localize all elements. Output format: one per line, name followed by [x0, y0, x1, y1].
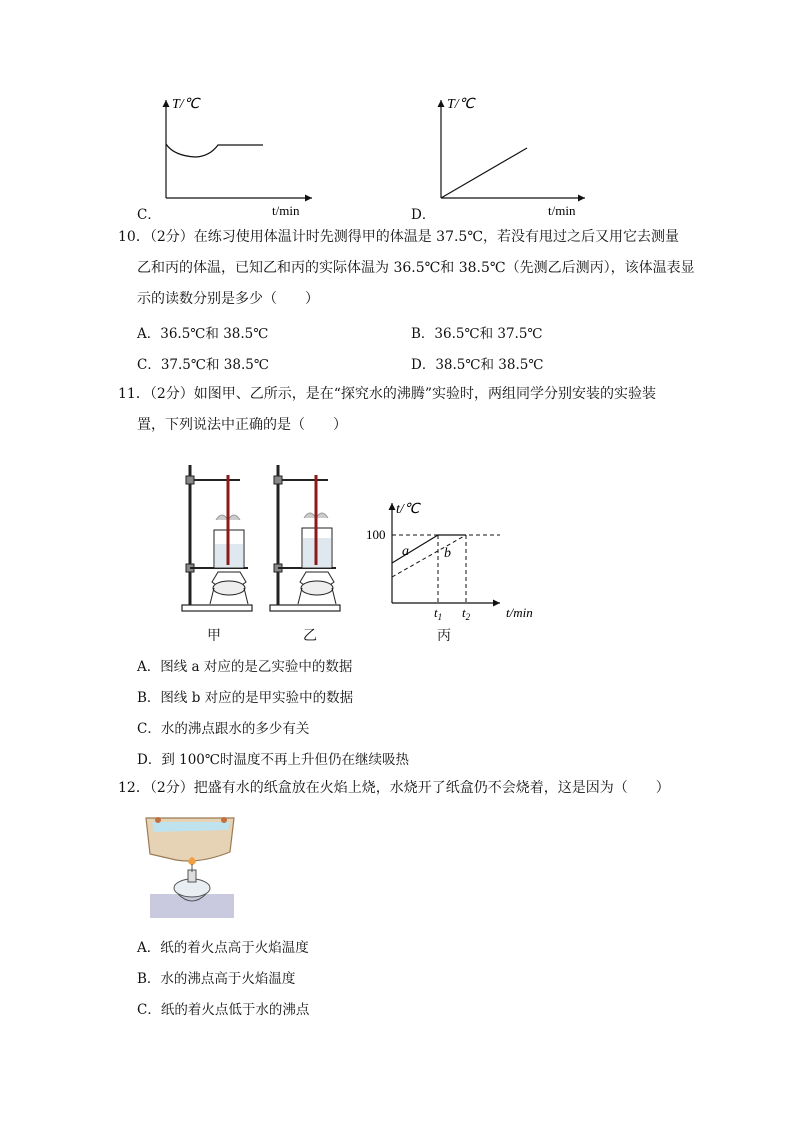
q12-line1: 12．（2分）把盛有水的纸盒放在火焰上烧，水烧开了纸盒仍不会烧着，这是因为（ ）: [118, 780, 670, 796]
graph-c-curve: [166, 144, 263, 157]
q10-option-d[interactable]: D．38.5℃和 38.5℃: [411, 357, 544, 373]
q10-line3: 示的读数分别是多少（ ）: [137, 291, 319, 307]
graph-d-letter: D．: [411, 207, 436, 223]
q12-option-a[interactable]: A．纸的着火点高于火焰温度: [137, 940, 309, 956]
q10-line2: 乙和丙的体温，已知乙和丙的实际体温为 36.5℃和 38.5℃（先测乙后测丙），该体温表显: [137, 260, 695, 276]
q10-option-c[interactable]: C．37.5℃和 38.5℃: [137, 357, 269, 373]
graph-c: [130, 90, 320, 220]
graph-bing-line-a: [392, 535, 438, 563]
q12-option-c[interactable]: C．纸的着火点低于水的沸点: [137, 1002, 310, 1018]
graph-c-y-label: T/℃: [172, 97, 200, 112]
graph-c-x-label: t/min: [272, 203, 300, 218]
graph-d-y-label: T/℃: [447, 97, 475, 112]
q11-option-a[interactable]: A．图线 a 对应的是乙实验中的数据: [137, 659, 353, 675]
q10-option-a[interactable]: A．36.5℃和 38.5℃: [137, 326, 269, 342]
q11-option-b[interactable]: B．图线 b 对应的是甲实验中的数据: [137, 690, 354, 706]
label-jia: 甲: [207, 628, 221, 644]
q11-line1: 11．（2分）如图甲、乙所示，是在“探究水的沸腾”实验时，两组同学分别安装的实验装: [118, 386, 657, 402]
graph-bing-y-tick: 100: [366, 527, 386, 542]
graph-d-line: [441, 148, 527, 198]
graph-bing-b-label: b: [444, 546, 451, 561]
q11-line2: 置，下列说法中正确的是（ ）: [137, 417, 347, 433]
q11-option-d[interactable]: D．到 100℃时温度不再上升但仍在继续吸热: [137, 752, 409, 768]
graph-bing-a-label: a: [402, 544, 409, 559]
q10-option-b[interactable]: B．36.5℃和 37.5℃: [411, 326, 543, 342]
paper-box-illustration: [140, 812, 240, 920]
apparatus-yi: [266, 460, 346, 615]
q10-line1: 10．（2分）在练习使用体温计时先测得甲的体温是 37.5℃，若没有甩过之后又用它去测量: [118, 229, 680, 245]
graph-c-letter: C．: [137, 207, 161, 223]
graph-d: [405, 90, 595, 220]
graph-d-x-label: t/min: [548, 203, 576, 218]
graph-bing-t2: $t_2$: [462, 605, 471, 622]
label-yi: 乙: [303, 628, 317, 644]
graph-bing-x-label: t/min: [506, 605, 533, 620]
label-bing: 丙: [437, 628, 451, 644]
graph-bing-y-label: t/℃: [396, 502, 420, 517]
q11-option-c[interactable]: C．水的沸点跟水的多少有关: [137, 721, 310, 737]
apparatus-jia: [178, 460, 258, 615]
q12-option-b[interactable]: B．水的沸点高于火焰温度: [137, 971, 296, 987]
graph-bing-t1: $t_1$: [434, 605, 443, 622]
graph-bing: [360, 495, 550, 625]
